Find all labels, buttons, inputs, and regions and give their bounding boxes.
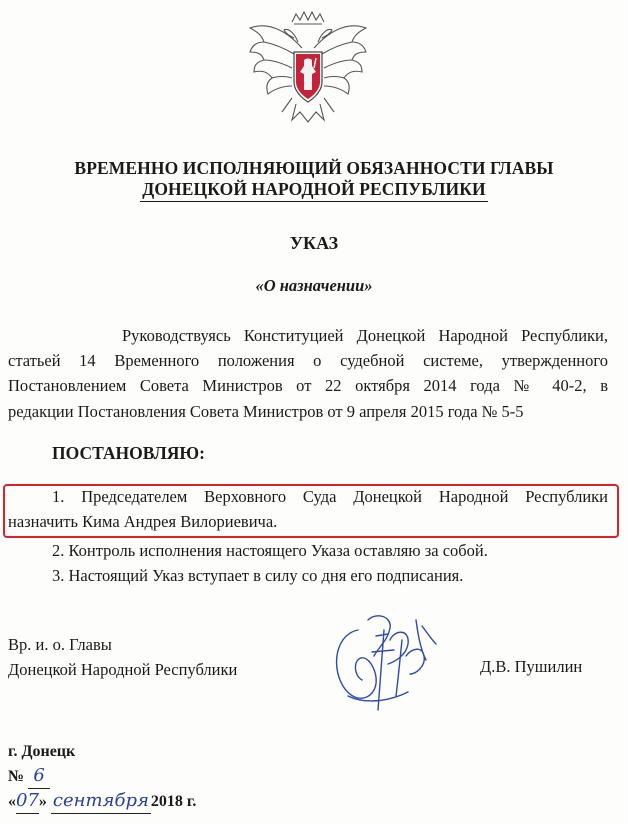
date-day: 07 — [16, 789, 39, 814]
date-close-quote: » — [38, 793, 47, 810]
document-date-line — [8, 789, 196, 814]
decree-item-1-line2: назначить Кима Андрея Вилориевича. — [8, 512, 278, 531]
preamble-line: Руководствуясь Конституцией Донецкой Народной Республики, — [122, 326, 608, 345]
signatory-position-line2: Донецкой Народной Республики — [8, 660, 238, 679]
signatory-position-line1: Вр. и. о. Главы — [8, 635, 112, 654]
date-year: 2018 г. — [150, 793, 197, 810]
document-number: 6 — [28, 764, 50, 789]
document-type: УКАЗ — [289, 233, 339, 253]
preamble-line: Постановлением Совета Министров от 22 октября 2014 года № 40-2, в — [8, 376, 608, 396]
document-footer — [8, 740, 196, 814]
date-month: сентября — [51, 789, 151, 814]
decree-item-2: 2. Контроль исполнения настоящего Указа оставляю за собой. — [52, 541, 488, 560]
preamble-line: редакции Постановления Совета Министров от 9 апреля 2015 года № 5-5 — [8, 401, 524, 421]
issuer-header-line2: ДОНЕЦКОЙ НАРОДНОЙ РЕСПУБЛИКИ — [140, 179, 488, 202]
decree-word: ПОСТАНОВЛЯЮ: — [52, 443, 205, 463]
preamble-paragraph — [8, 323, 608, 424]
document-number-line — [8, 764, 196, 789]
signatory-position — [8, 632, 237, 682]
handwritten-signature — [318, 600, 448, 720]
decree-item-1-line1: 1. Председателем Верховного Суда Донецкой Народной Республики — [52, 487, 608, 506]
document-subtitle: «О назначении» — [255, 276, 373, 295]
coat-of-arms-icon — [244, 8, 372, 126]
number-prefix: № — [8, 768, 25, 785]
issue-city: г. Донецк — [8, 743, 76, 760]
highlight-box — [3, 484, 619, 538]
issuer-header-line1: ВРЕМЕННО ИСПОЛНЯЮЩИЙ ОБЯЗАННОСТИ ГЛАВЫ — [74, 158, 554, 178]
preamble-line: статьей 14 Временного положения о судебной системе, утвержденного — [8, 351, 608, 371]
date-open-quote: « — [8, 793, 16, 810]
issuer-header — [0, 158, 628, 202]
signatory-name: Д.В. Пушилин — [480, 657, 583, 676]
decree-item-3: 3. Настоящий Указ вступает в силу со дня его подписания. — [52, 566, 464, 585]
